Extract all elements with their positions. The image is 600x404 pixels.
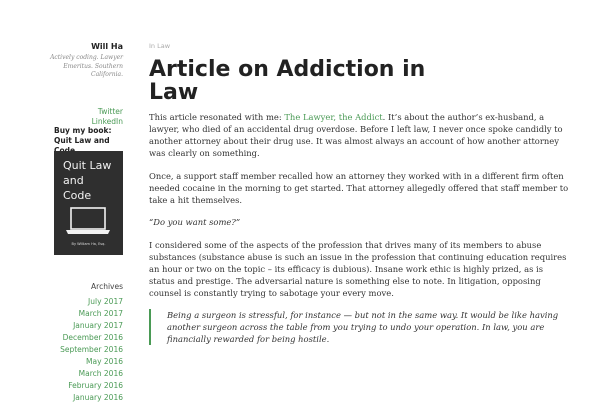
twitter-link[interactable]: Twitter	[97, 107, 123, 116]
archives-heading: Archives	[91, 282, 123, 291]
archive-link[interactable]: February 2016	[68, 381, 123, 390]
paragraph: Once, a support staff member recalled how an attorney they worked with in a different firm often needed cocaine in the morning to get started. That attorney allegedly offered that staff member to take a hit themselves.	[149, 170, 569, 205]
site-tagline: Actively coding. Lawyer Emeritus. Southern California.	[50, 54, 123, 78]
post-title: Article on Addiction in Law	[149, 57, 426, 105]
paragraph: I considered some of the aspects of the profession that drives many of its members to abuse substances (substance abuse is such an issue in the profession that continuing education requires an hour or two on the topic – its efficacy is dubious). Insane work ethic is highly prized, as is status and prestige. The adversarial nature is something else to note. In litigation, opposing counsel is constantly trying to sabotage your every move.	[149, 239, 567, 298]
article-link[interactable]: The Lawyer, the Addict	[284, 112, 383, 122]
archive-link[interactable]: January 2016	[73, 393, 123, 402]
archive-link[interactable]: May 2016	[86, 357, 123, 366]
laptop-icon	[64, 207, 112, 235]
site-title[interactable]: Will Ha	[91, 42, 123, 51]
linkedin-link[interactable]: LinkedIn	[91, 117, 123, 126]
post-body	[149, 111, 569, 345]
archive-link[interactable]: January 2017	[73, 321, 123, 330]
book-cover-author: By William Ha, Esq.	[71, 242, 106, 246]
book-cover-image[interactable]	[54, 151, 123, 255]
blockquote: Being a surgeon is stressful, for instance — but not in the same way. It would be like having another surgeon across the table from you trying to undo your operation. In law, you are financially rewarded for being hostile.	[149, 309, 569, 345]
buy-book-heading: Buy my book: Quit Law and	[54, 126, 112, 145]
paragraph: This article resonated with me: The Lawyer, the Addict. It’s about the author’s ex-husband, a lawyer, who died of an accidental drug overdose. Before I left law, I never once spoke candidly to another attorney about their drug use. It was almost always an account of how another attorney was clearly on something.	[149, 112, 563, 158]
paragraph: “Do you want some?”	[149, 217, 241, 227]
archives-list	[0, 296, 123, 404]
archive-link[interactable]: July 2017	[88, 297, 123, 306]
archive-link[interactable]: March 2017	[78, 309, 123, 318]
archive-link[interactable]: September 2016	[60, 345, 123, 354]
social-links	[0, 107, 123, 127]
archive-link[interactable]: December 2016	[62, 333, 123, 342]
book-cover-title: Quit Law and Code	[63, 159, 112, 202]
post-category-link[interactable]: In Law	[149, 42, 171, 50]
archive-link[interactable]: March 2016	[78, 369, 123, 378]
